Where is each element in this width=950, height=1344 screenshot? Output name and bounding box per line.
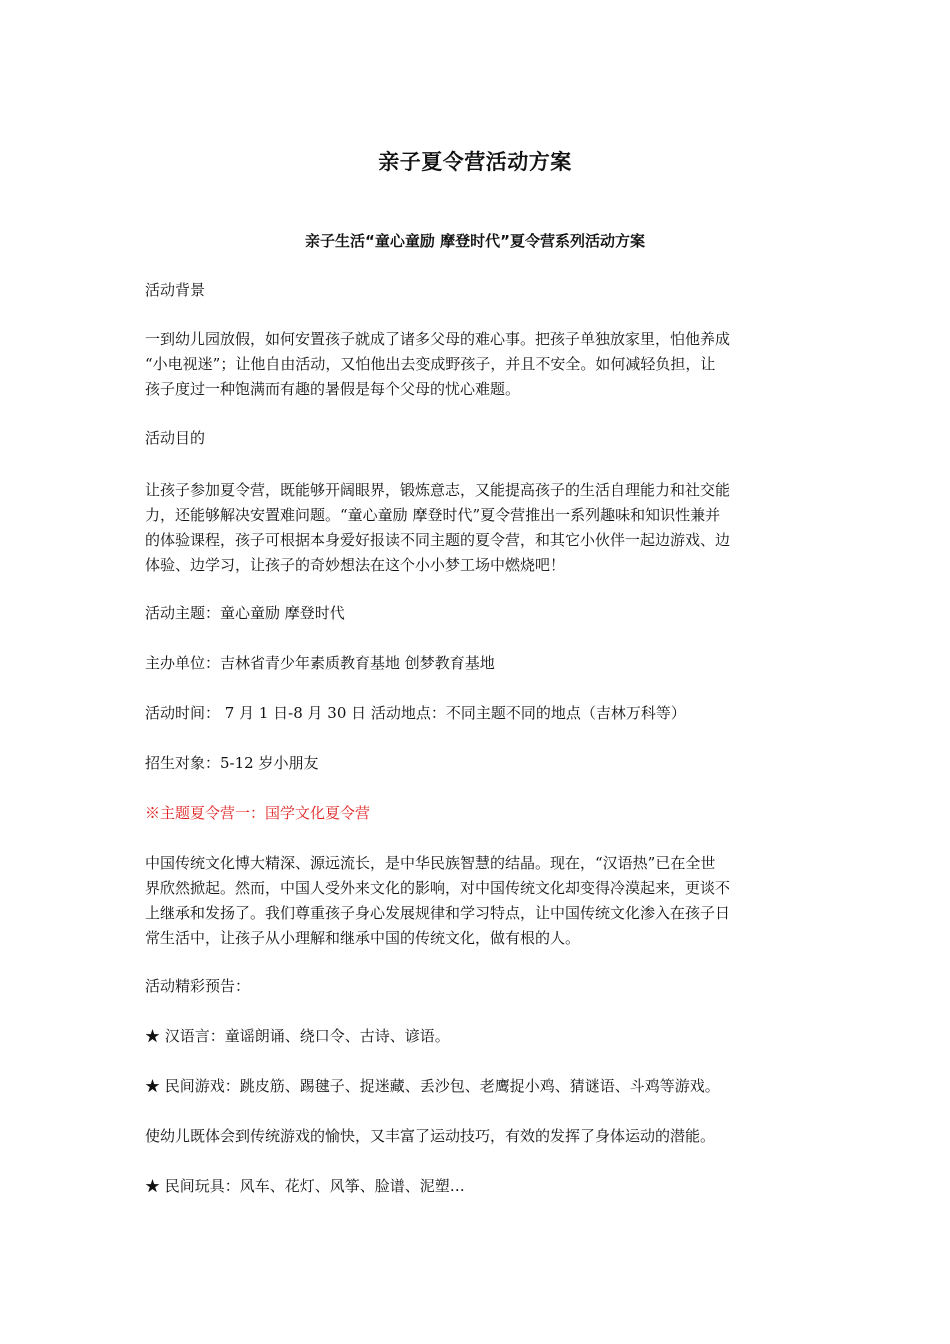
document-subtitle: 亲子生活“童心童励 摩登时代”夏令营系列活动方案	[305, 232, 645, 250]
camp1-heading: ※主题夏令营一：国学文化夏令营	[145, 804, 371, 822]
activity-theme: 活动主题：童心童励 摩登时代	[145, 604, 345, 622]
paragraph-line: 让孩子参加夏令营，既能够开阔眼界，锻炼意志，又能提高孩子的生活自理能力和社交能	[145, 481, 731, 499]
folk-games-note: 使幼儿既体会到传统游戏的愉快，又丰富了运动技巧，有效的发挥了身体运动的潜能。	[145, 1127, 716, 1145]
document-title: 亲子夏令营活动方案	[378, 150, 572, 174]
camp1-paragraph	[145, 851, 805, 951]
goal-paragraph	[145, 478, 805, 578]
paragraph-line: 体验、边学习，让孩子的奇妙想法在这个小小梦工场中燃烧吧！	[145, 556, 566, 574]
background-paragraph	[145, 327, 805, 402]
preview-item-folk-toys: ★ 民间玩具：风车、花灯、风筝、脸谱、泥塑…	[145, 1177, 465, 1195]
paragraph-line: 一到幼儿园放假，如何安置孩子就成了诸多父母的难心事。把孩子单独放家里，怕他养成	[145, 330, 731, 348]
target-audience: 招生对象：5-12 岁小朋友	[145, 754, 319, 772]
paragraph-line: 力，还能够解决安置难问题。“童心童励 摩登时代”夏令营推出一系列趣味和知识性兼并	[145, 506, 721, 524]
preview-item-language: ★ 汉语言：童谣朗诵、绕口令、古诗、谚语。	[145, 1027, 450, 1045]
preview-item-folk-games: ★ 民间游戏：跳皮筋、踢毽子、捉迷藏、丢沙包、老鹰捉小鸡、猜谜语、斗鸡等游戏。	[145, 1077, 720, 1095]
time-and-place: 活动时间： 7 月 1 日-8 月 30 日 活动地点：不同主题不同的地点（吉林万科等）	[145, 704, 686, 722]
paragraph-line: 的体验课程，孩子可根据本身爱好报读不同主题的夏令营，和其它小伙伴一起边游戏、边	[145, 531, 731, 549]
paragraph-line: 常生活中，让孩子从小理解和继承中国的传统文化，做有根的人。	[145, 929, 581, 947]
paragraph-line: 上继承和发扬了。我们尊重孩子身心发展规律和学习特点，让中国传统文化渗入在孩子日	[145, 904, 731, 922]
organizer: 主办单位：吉林省青少年素质教育基地 创梦教育基地	[145, 654, 495, 672]
paragraph-line: 孩子度过一种饱满而有趣的暑假是每个父母的忧心难题。	[145, 380, 521, 398]
paragraph-line: 中国传统文化博大精深、源远流长，是中华民族智慧的结晶。现在，“汉语热”已在全世	[145, 854, 716, 872]
preview-heading: 活动精彩预告：	[145, 977, 251, 995]
goal-heading: 活动目的	[145, 429, 206, 447]
paragraph-line: “小电视迷”；让他自由活动，又怕他出去变成野孩子，并且不安全。如何减轻负担，让	[145, 355, 716, 373]
paragraph-line: 界欣然掀起。然而，中国人受外来文化的影响，对中国传统文化却变得冷漠起来，更谈不	[145, 879, 731, 897]
background-heading: 活动背景	[145, 281, 206, 299]
